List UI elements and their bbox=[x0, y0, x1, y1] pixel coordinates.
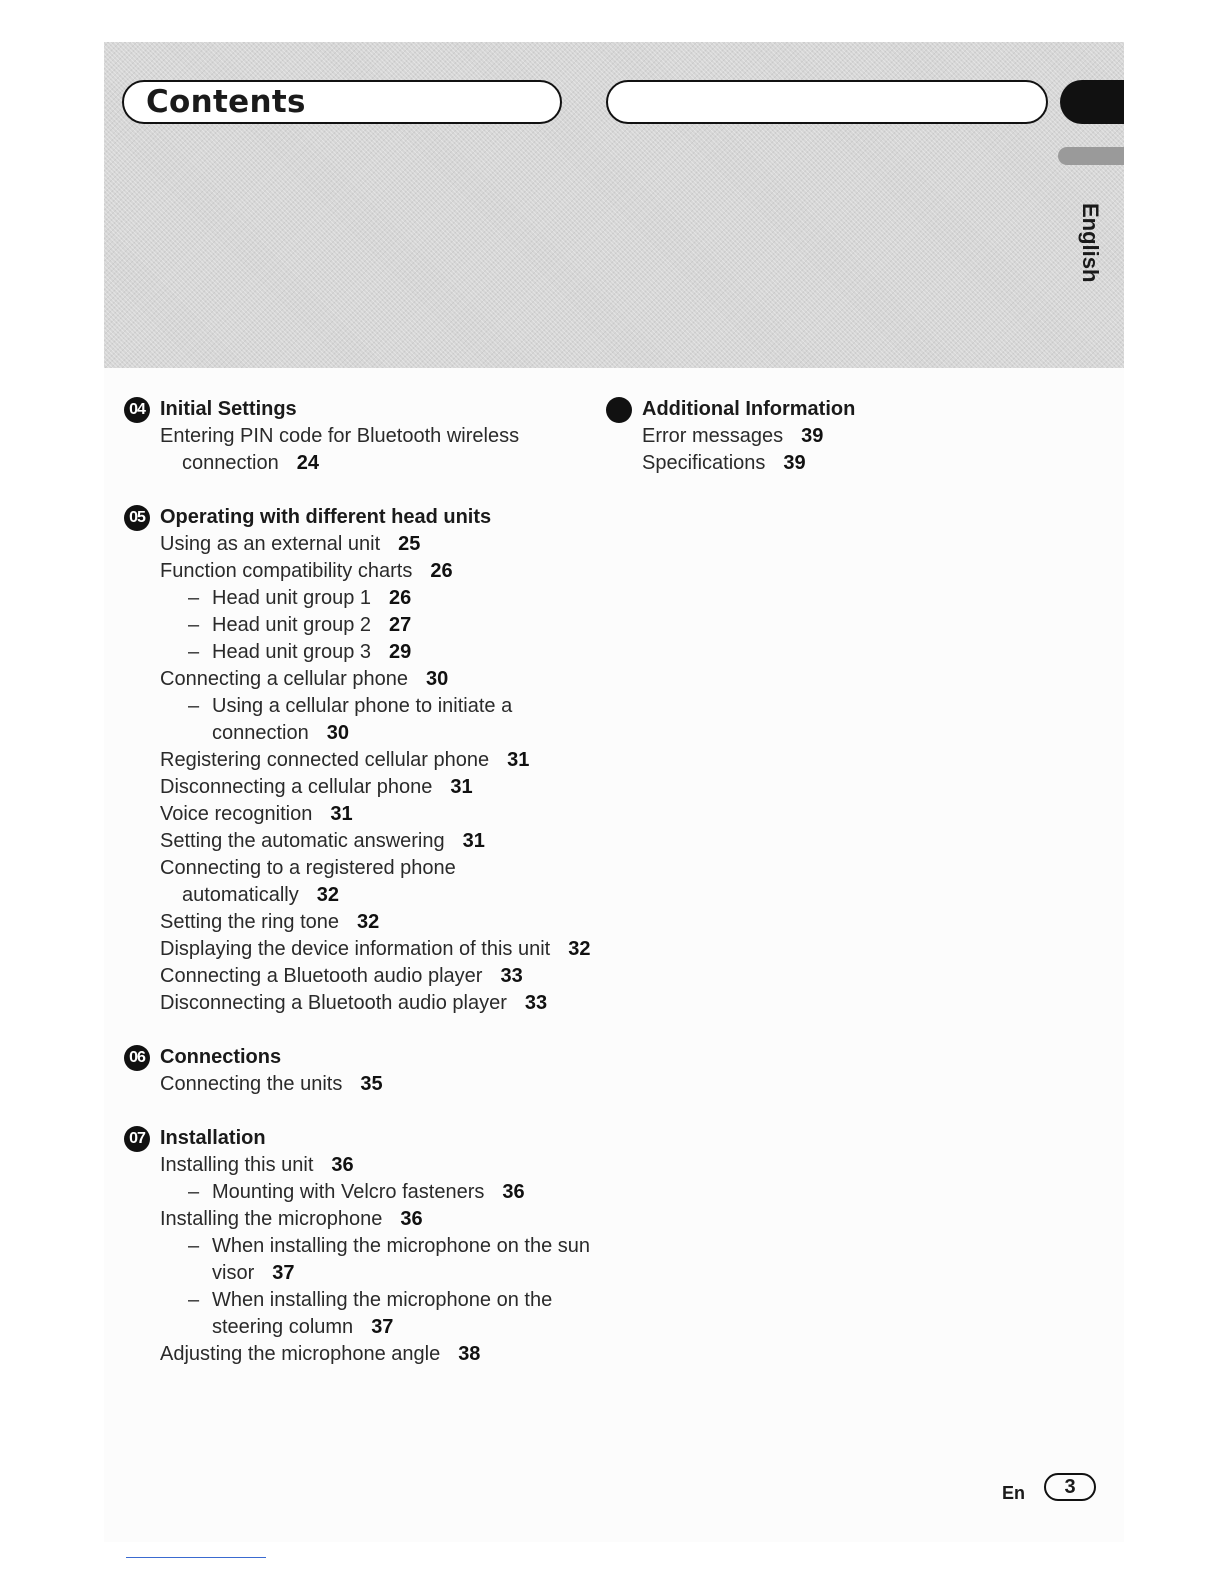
toc-entry-text: Connecting a cellular phone bbox=[160, 668, 408, 690]
toc-entry[interactable] bbox=[606, 450, 1056, 477]
language-tab-label: English bbox=[1078, 203, 1103, 283]
blank-header-pill bbox=[606, 80, 1048, 124]
toc-entry-page: 30 bbox=[425, 668, 449, 690]
dash-icon: – bbox=[188, 1289, 200, 1311]
toc-entry-page: 38 bbox=[458, 1343, 481, 1365]
toc-entry[interactable] bbox=[124, 801, 594, 828]
toc-left-column bbox=[124, 396, 594, 1395]
toc-entry-text: When installing the microphone on the sun visor bbox=[212, 1235, 591, 1284]
toc-entry-page: 29 bbox=[389, 641, 412, 663]
toc-entry-text: Connecting a Bluetooth audio player bbox=[160, 965, 483, 987]
toc-entry-text: Installing this unit bbox=[160, 1154, 314, 1176]
toc-entry-text: Setting the ring tone bbox=[160, 911, 340, 933]
chapter-badge-icon bbox=[606, 397, 632, 423]
toc-entry-text: Head unit group 2 bbox=[212, 614, 372, 636]
toc-entry-text: Head unit group 1 bbox=[212, 587, 372, 609]
dash-icon: – bbox=[188, 641, 200, 663]
toc-entry-page: 36 bbox=[400, 1208, 423, 1230]
dash-icon: – bbox=[188, 695, 200, 717]
toc-entry-page: 31 bbox=[462, 830, 485, 852]
toc-entry[interactable] bbox=[124, 990, 594, 1017]
toc-entry[interactable] bbox=[124, 1206, 594, 1233]
toc-entry-page: 36 bbox=[502, 1181, 525, 1203]
toc-entry-page: 39 bbox=[801, 425, 824, 447]
toc-section bbox=[124, 504, 594, 1017]
toc-entry[interactable] bbox=[124, 909, 594, 936]
bottom-rule bbox=[126, 1557, 266, 1558]
toc-entry-text: Using as an external unit bbox=[160, 533, 381, 555]
toc-entry-text: Displaying the device information of this unit bbox=[160, 938, 551, 960]
toc-entry-page: 33 bbox=[524, 992, 548, 1014]
toc-entry[interactable] bbox=[124, 666, 594, 693]
dash-icon: – bbox=[188, 1181, 200, 1203]
dash-icon: – bbox=[188, 1235, 200, 1257]
toc-section bbox=[124, 1125, 594, 1368]
toc-entry-text: Registering connected cellular phone bbox=[160, 749, 490, 771]
toc-entry-text: Entering PIN code for Bluetooth wireless connection bbox=[160, 425, 520, 474]
section-title[interactable]: Connections bbox=[160, 1046, 282, 1068]
toc-entry-text: Disconnecting a cellular phone bbox=[160, 776, 433, 798]
toc-entry-text: Connecting the units bbox=[160, 1073, 343, 1095]
toc-entry-page: 39 bbox=[783, 452, 806, 474]
toc-entry[interactable] bbox=[124, 531, 594, 558]
toc-entry-page: 31 bbox=[507, 749, 530, 771]
dash-icon: – bbox=[188, 587, 200, 609]
toc-section-head bbox=[124, 396, 594, 423]
toc-section bbox=[124, 1044, 594, 1098]
toc-entry[interactable] bbox=[124, 855, 594, 909]
toc-entry-text: Adjusting the microphone angle bbox=[160, 1343, 441, 1365]
toc-entry[interactable] bbox=[124, 1179, 594, 1206]
toc-entry-text: Disconnecting a Bluetooth audio player bbox=[160, 992, 507, 1014]
toc-entry[interactable] bbox=[124, 639, 594, 666]
toc-entry[interactable] bbox=[606, 423, 1056, 450]
toc-entry[interactable] bbox=[124, 747, 594, 774]
toc-entry-text: When installing the microphone on the steering column bbox=[212, 1289, 553, 1338]
toc-section-head bbox=[124, 1044, 594, 1071]
toc-entry-text: Installing the microphone bbox=[160, 1208, 383, 1230]
toc-entry-text: Error messages bbox=[642, 425, 784, 447]
toc-entry-page: 26 bbox=[430, 560, 453, 582]
toc-entry-text: Voice recognition bbox=[160, 803, 313, 825]
toc-entry-page: 31 bbox=[450, 776, 473, 798]
toc-entry[interactable] bbox=[124, 1287, 594, 1341]
contents-title-pill bbox=[122, 80, 562, 124]
toc-section-head bbox=[606, 396, 1056, 423]
section-title[interactable]: Initial Settings bbox=[160, 398, 297, 420]
toc-entry[interactable] bbox=[124, 1233, 594, 1287]
toc-entry-page: 36 bbox=[331, 1154, 354, 1176]
toc-entry-page: 37 bbox=[272, 1262, 295, 1284]
toc-entry-page: 32 bbox=[316, 884, 339, 906]
section-edge-tab bbox=[1060, 80, 1124, 124]
toc-entry-page: 31 bbox=[330, 803, 353, 825]
toc-entry[interactable] bbox=[124, 585, 594, 612]
toc-entry-page: 37 bbox=[371, 1316, 394, 1338]
toc-entry-text: Head unit group 3 bbox=[212, 641, 372, 663]
toc-entry-page: 26 bbox=[389, 587, 412, 609]
toc-entry-page: 27 bbox=[389, 614, 412, 636]
section-title[interactable]: Additional Information bbox=[642, 398, 856, 420]
toc-entry-page: 33 bbox=[500, 965, 523, 987]
toc-entry-page: 32 bbox=[357, 911, 380, 933]
footer-language-code: En bbox=[1002, 1483, 1026, 1503]
dash-icon: – bbox=[188, 614, 200, 636]
toc-entry-page: 25 bbox=[398, 533, 421, 555]
chapter-badge-icon: 06 bbox=[124, 1045, 150, 1071]
toc-section bbox=[124, 396, 594, 477]
footer-page-number: 3 bbox=[1044, 1473, 1096, 1501]
toc-entry[interactable] bbox=[124, 1152, 594, 1179]
toc-section-head bbox=[124, 1125, 594, 1152]
chapter-badge-icon: 04 bbox=[124, 397, 150, 423]
toc-entry-text: Setting the automatic answering bbox=[160, 830, 445, 852]
toc-entry[interactable] bbox=[124, 1341, 594, 1368]
toc-entry-text: Using a cellular phone to initiate a connection bbox=[212, 695, 513, 744]
toc-right-column bbox=[606, 396, 1056, 504]
section-title[interactable]: Installation bbox=[160, 1127, 266, 1149]
chapter-badge-icon: 05 bbox=[124, 505, 150, 531]
toc-entry-page: 35 bbox=[360, 1073, 383, 1095]
toc-entry[interactable] bbox=[124, 936, 594, 963]
language-tab-marker bbox=[1058, 147, 1124, 165]
toc-entry-text: Specifications bbox=[642, 452, 766, 474]
toc-section bbox=[606, 396, 1056, 477]
chapter-badge-icon: 07 bbox=[124, 1126, 150, 1152]
page-title: Contents bbox=[146, 84, 306, 120]
toc-entry[interactable] bbox=[124, 558, 594, 585]
toc-entry[interactable] bbox=[124, 963, 594, 990]
toc-entry-text: Mounting with Velcro fasteners bbox=[212, 1181, 485, 1203]
toc-entry[interactable] bbox=[124, 693, 594, 747]
section-title[interactable]: Operating with different head units bbox=[160, 506, 492, 528]
toc-entry[interactable] bbox=[124, 612, 594, 639]
toc-entry[interactable] bbox=[124, 423, 594, 477]
toc-entry-text: Function compatibility charts bbox=[160, 560, 413, 582]
toc-entry-page: 30 bbox=[326, 722, 349, 744]
toc-entry-page: 24 bbox=[296, 452, 319, 474]
toc-entry-text: Connecting to a registered phone automatically bbox=[160, 857, 456, 906]
toc-entry[interactable] bbox=[124, 774, 594, 801]
toc-entry[interactable] bbox=[124, 1071, 594, 1098]
toc-entry[interactable] bbox=[124, 828, 594, 855]
toc-section-head bbox=[124, 504, 594, 531]
toc-entry-page: 32 bbox=[568, 938, 591, 960]
